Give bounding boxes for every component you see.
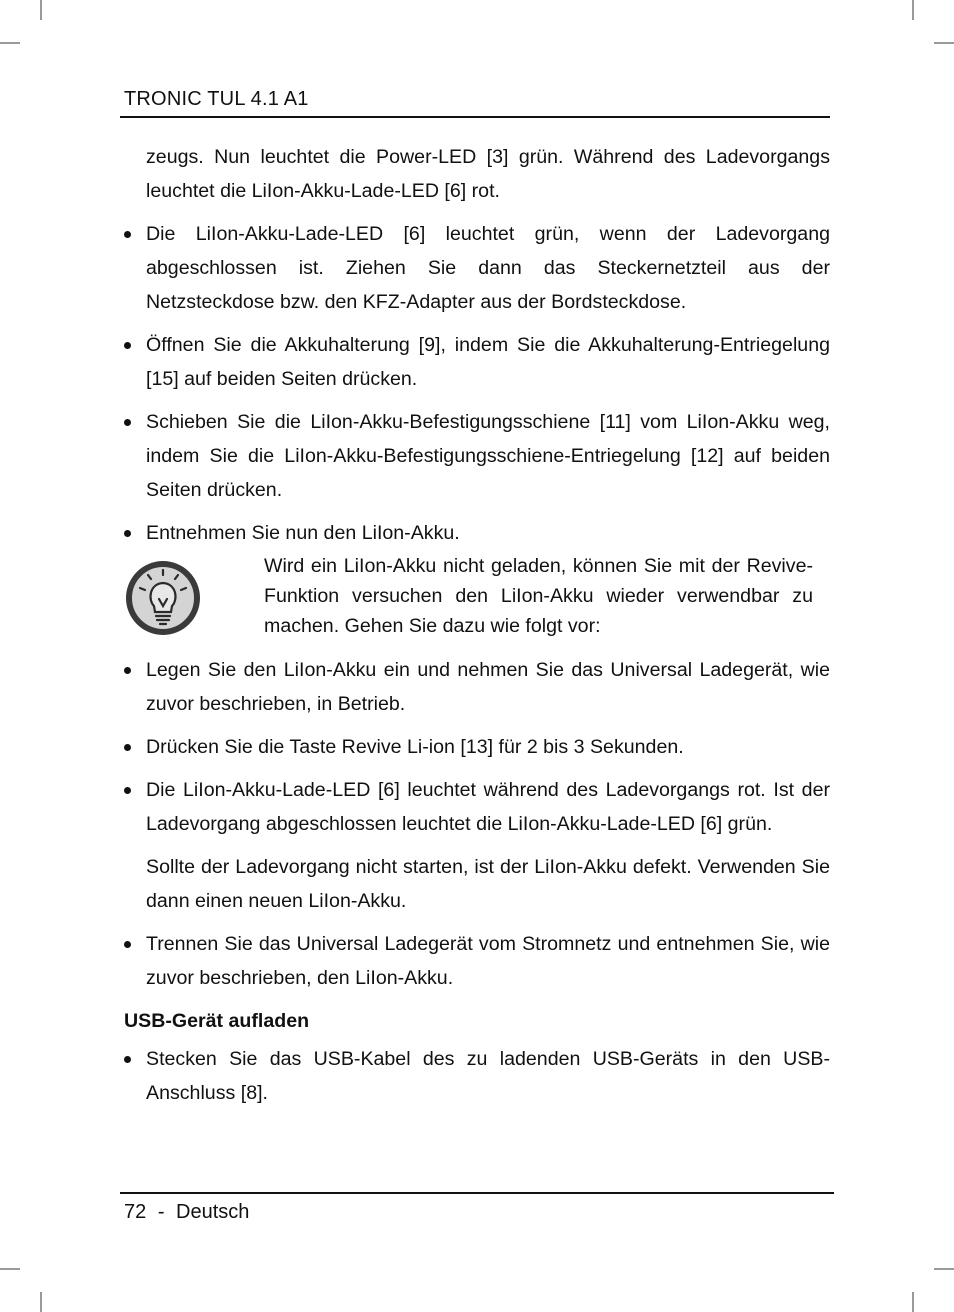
header-rule — [120, 116, 830, 118]
page-body — [124, 140, 830, 1119]
bullet-icon — [124, 530, 131, 537]
list-item: Entnehmen Sie nun den LiIon-Akku. — [124, 516, 830, 550]
lightbulb-icon — [124, 559, 202, 637]
crop-mark — [912, 0, 914, 20]
tip-text: Wird ein LiIon-Akku nicht geladen, können Sie mit der Revive-Funktion versuchen den LiIon-Akku wieder verwendbar zu machen. Gehen Sie dazu wie folgt vor: — [264, 555, 813, 637]
footer-rule — [120, 1192, 834, 1194]
section-heading: USB-Gerät aufladen — [124, 1010, 310, 1032]
crop-mark — [40, 1292, 42, 1312]
crop-mark — [934, 42, 954, 44]
crop-mark — [934, 1268, 954, 1270]
bullet-icon — [124, 231, 131, 238]
bullet-icon — [124, 1056, 131, 1063]
list-item: Die LiIon-Akku-Lade-LED [6] leuchtet grün, wenn der Ladevorgang abgeschlossen ist. Ziehen Sie dann das Steckernetzteil aus der Netzsteckdose bzw. den KFZ-Adapter aus der Bordsteckdose. — [124, 217, 830, 319]
bullet-icon — [124, 667, 131, 674]
list-item: Trennen Sie das Universal Ladegerät vom Stromnetz und entnehmen Sie, wie zuvor beschrieben, den LiIon-Akku. — [124, 927, 830, 995]
bullet-icon — [124, 744, 131, 751]
crop-mark — [40, 0, 42, 20]
bullet-icon — [124, 342, 131, 349]
bullet-icon — [124, 419, 131, 426]
defect-note: Sollte der Ladevorgang nicht starten, ist der LiIon-Akku defekt. Verwenden Sie dann einen neuen LiIon-Akku. — [146, 856, 830, 912]
bullet-icon — [124, 787, 131, 794]
intro-continuation: zeugs. Nun leuchtet die Power-LED [3] grün. Während des Ladevorgangs leuchtet die LiIon-Akku-Lade-LED [6] rot. — [146, 146, 830, 202]
page-header-title: TRONIC TUL 4.1 A1 — [124, 88, 309, 110]
list-item: Öffnen Sie die Akkuhalterung [9], indem Sie die Akkuhalterung-Entriegelung [15] auf beiden Seiten drücken. — [124, 328, 830, 396]
page-number: 72 — [124, 1201, 147, 1223]
list-item: Stecken Sie das USB-Kabel des zu ladenden USB-Geräts in den USB-Anschluss [8]. — [124, 1042, 830, 1110]
page-footer — [124, 1201, 249, 1224]
crop-mark — [0, 1268, 20, 1270]
list-item: Schieben Sie die LiIon-Akku-Befestigungsschiene [11] vom LiIon-Akku weg, indem Sie die LiIon-Akku-Befestigungsschiene-Entriegelung [12] auf beiden Seiten drücken. — [124, 405, 830, 507]
list-item: Die LiIon-Akku-Lade-LED [6] leuchtet während des Ladevorgangs rot. Ist der Ladevorgang abgeschlossen leuchtet die LiIon-Akku-Lade-LED [6] grün. — [124, 773, 830, 841]
footer-separator: - — [157, 1201, 165, 1223]
bullet-icon — [124, 941, 131, 948]
list-item: Legen Sie den LiIon-Akku ein und nehmen Sie das Universal Ladegerät, wie zuvor beschrieben, in Betrieb. — [124, 653, 830, 721]
crop-mark — [0, 42, 20, 44]
tip-box — [124, 555, 830, 641]
crop-mark — [912, 1292, 914, 1312]
list-item: Drücken Sie die Taste Revive Li-ion [13] für 2 bis 3 Sekunden. — [124, 730, 830, 764]
footer-language: Deutsch — [176, 1201, 250, 1223]
